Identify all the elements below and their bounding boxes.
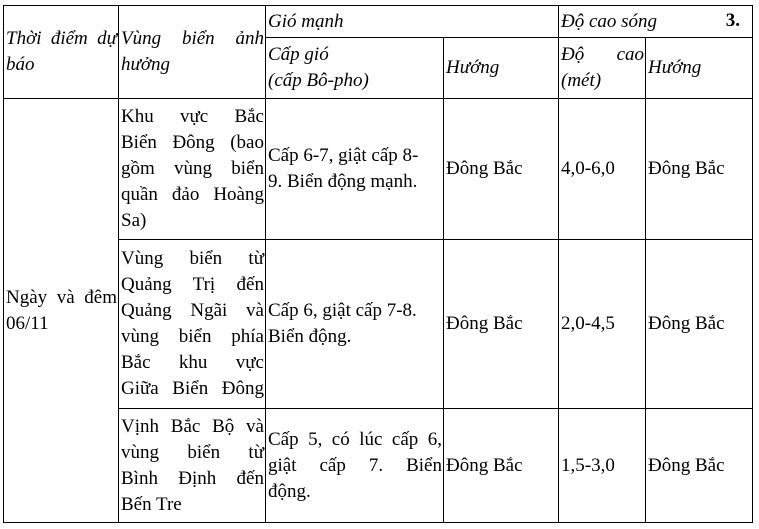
area-line: vùng biển phía [121, 326, 264, 347]
area-cell [119, 240, 266, 409]
wind-level-line: Cấp 5, có lúc cấp 6, [268, 428, 442, 450]
wave-direction: Đông Bắc [648, 313, 725, 334]
header-wave-direction-cell [646, 38, 753, 99]
page-top-edge [0, 0, 759, 4]
header-wind-direction-label: Hướng [446, 57, 500, 78]
area-line: Biển Đông (bao [121, 132, 264, 153]
wind-direction: Đông Bắc [446, 158, 523, 179]
wind-level-line: giật cấp 7. Biển [268, 454, 442, 476]
wind-direction: Đông Bắc [446, 454, 523, 476]
area-line: quần đảo Hoàng [121, 184, 264, 205]
header-area-label: Vùng biển ảnh hưởng [121, 28, 264, 75]
wave-direction: Đông Bắc [648, 158, 725, 179]
area-line: Bắc khu vực [121, 352, 264, 373]
wave-direction-cell [646, 409, 753, 523]
area-cell [119, 409, 266, 523]
section-number: 3. [725, 10, 740, 31]
header-wind-cell [266, 6, 559, 38]
area-line: Sa) [121, 210, 147, 231]
header-time-cell [4, 6, 119, 99]
wind-level-line: Biển động. [268, 326, 352, 347]
header-area-cell [119, 6, 266, 99]
area-line: Bến Tre [121, 493, 182, 515]
wave-direction-cell [646, 240, 753, 409]
forecast-time-cell [4, 99, 119, 523]
header-wave-label: Độ cao sóng [561, 10, 658, 32]
area-line: Quảng Ngãi và [121, 300, 264, 321]
header-wave-height-cell [559, 38, 646, 99]
header-time-label: Thời điểm dự báo [6, 28, 117, 75]
header-wave-cell [559, 6, 753, 38]
area-cell [119, 99, 266, 240]
table-row [4, 99, 753, 240]
wind-direction-cell [444, 240, 559, 409]
wind-level-line: Cấp 6-7, giật cấp 8- [268, 145, 419, 166]
wave-height: 4,0-6,0 [561, 158, 615, 179]
area-line: Giữa Biển Đông [121, 378, 264, 399]
wind-direction: Đông Bắc [446, 313, 523, 334]
wind-direction-cell [444, 409, 559, 523]
wind-level-cell [266, 99, 444, 240]
area-line: Bình Định đến [121, 467, 264, 489]
area-line: Khu vực Bắc [121, 106, 264, 127]
area-line: Vùng biển từ [121, 248, 264, 269]
header-wave-direction-label: Hướng [648, 57, 702, 78]
forecast-time: Ngày và đêm 06/11 [6, 286, 117, 334]
header-row-1 [4, 6, 753, 38]
header-wind-level-sub: (cấp Bô-pho) [268, 70, 369, 91]
marine-forecast-table [3, 5, 753, 523]
area-line: Quảng Trị đến [121, 274, 264, 295]
wind-level-cell [266, 240, 444, 409]
area-line: gồm vùng biển [121, 158, 264, 179]
header-wave-height-label: Độ cao [561, 44, 644, 65]
header-wave-height-unit: (mét) [561, 70, 602, 91]
wind-level-line: động. [268, 480, 311, 502]
header-wind-label: Gió mạnh [268, 10, 344, 32]
area-line: vùng biển từ [121, 441, 264, 463]
wave-height-cell [559, 409, 646, 523]
wave-direction-cell [646, 99, 753, 240]
wave-height: 1,5-3,0 [561, 454, 615, 476]
wind-level-line: Cấp 6, giật cấp 7-8. [268, 300, 417, 321]
wave-height-cell [559, 99, 646, 240]
header-wind-level-cell [266, 38, 444, 99]
wind-level-line: 9. Biển động mạnh. [268, 171, 418, 192]
wave-height-cell [559, 240, 646, 409]
wind-direction-cell [444, 99, 559, 240]
wind-level-cell [266, 409, 444, 523]
header-wind-level-label: Cấp gió [268, 44, 329, 65]
area-line: Vịnh Bắc Bộ và [121, 415, 264, 437]
wave-height: 2,0-4,5 [561, 313, 615, 334]
header-wind-direction-cell [444, 38, 559, 99]
wave-direction: Đông Bắc [648, 454, 725, 476]
